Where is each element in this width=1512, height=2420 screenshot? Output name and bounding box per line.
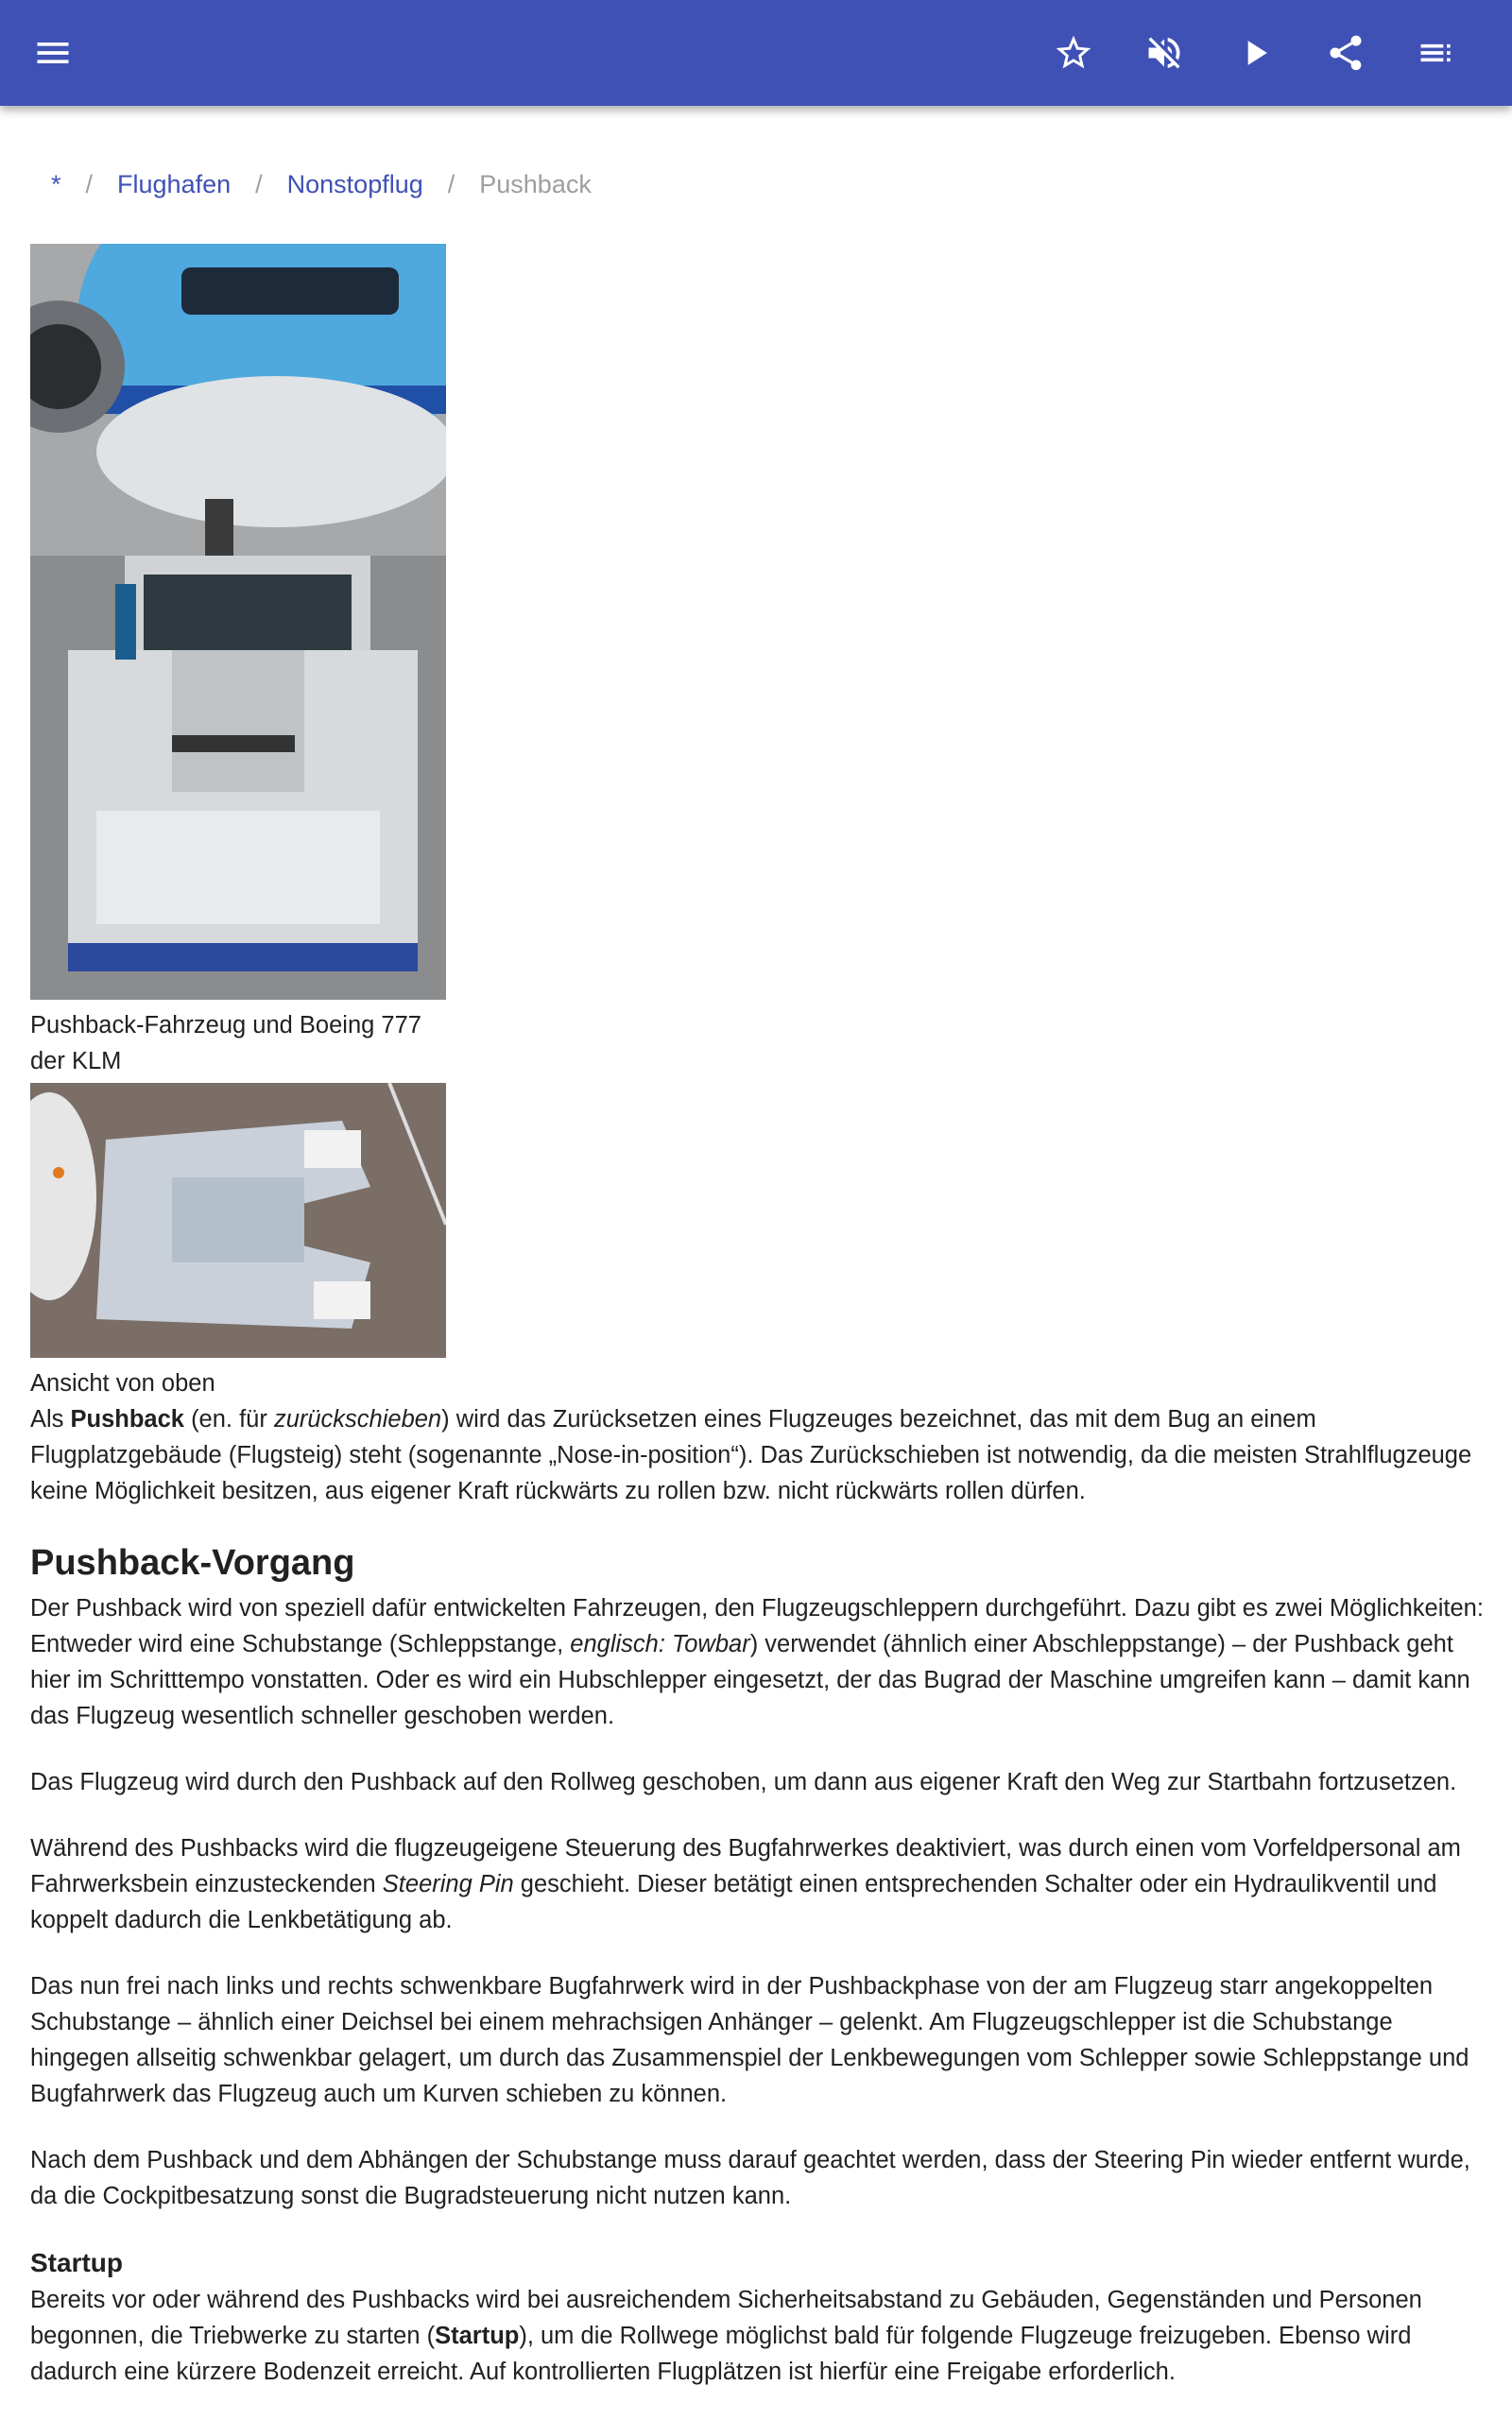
paragraph: Das nun frei nach links und rechts schwenkbare Bugfahrwerk wird in der Pushbackphase von der am Flugzeug starr angekoppelten Schubstange – ähnlich einer Deichsel bei einem mehrachsigen Anhänger – gelenkt. Am Flugzeugschlepper ist die Schubstange hingegen allseitig schwenkbar gelagert, um durch das Zusammenspiel der Lenkbewegungen vom Schlepper sowie Schleppstange und Bugfahrwerk das Flugzeug auch um Kurven schieben zu können. (30, 1973, 1469, 2107)
intro-paragraph: Als Pushback (en. für zurückschieben) wird das Zurücksetzen eines Flugzeuges bezeichnet, das mit dem Bug an einem Flugplatzgebäude (Flugsteig) steht (sogenannte „Nose-in-position“). Das Zurückschieben ist notwendig, da die meisten Strahlflugzeuge keine Möglichkeit besitzen, aus eigener Kraft rückwärts zu rollen bzw. nicht rückwärts rollen dürfen. (30, 1406, 1472, 1504)
menu-icon[interactable] (30, 30, 76, 76)
volume-off-icon[interactable] (1142, 30, 1187, 76)
pushback-vehicle-photo[interactable] (30, 244, 446, 1000)
paragraph: Nach dem Pushback und dem Abhängen der Schubstange muss darauf geachtet werden, dass der Steering Pin wieder entfernt wurde, da die Cockpitbesatzung sonst die Bugradsteuerung nicht nutzen kann. (30, 2147, 1470, 2209)
breadcrumb-separator: / (85, 170, 94, 198)
breadcrumb-nonstopflug[interactable]: Nonstopflug (286, 170, 423, 198)
figure-pushback-vehicle (30, 244, 446, 1401)
play-icon[interactable] (1232, 30, 1278, 76)
star-icon[interactable] (1051, 30, 1096, 76)
article (30, 244, 1486, 2420)
app-toolbar (0, 0, 1512, 106)
breadcrumb-current: Pushback (479, 170, 592, 198)
share-icon[interactable] (1323, 30, 1368, 76)
figure-caption: Pushback-Fahrzeug und Boeing 777 der KLM (30, 1012, 421, 1074)
breadcrumb (51, 170, 592, 199)
paragraph: Während des Pushbacks wird die flugzeugeigene Steuerung des Bugfahrwerkes deaktiviert, was durch einen vom Vorfeldpersonal am Fahrwerksbein einzusteckenden Steering Pin geschieht. Dieser betätigt einen entsprechenden Schalter oder ein Hydraulikventil und koppelt dadurch die Lenkbetätigung ab. (30, 1835, 1461, 1933)
paragraph: Das Flugzeug wird durch den Pushback auf den Rollweg geschoben, um dann aus eigener Kraft den Weg zur Startbahn fortzusetzen. (30, 1769, 1457, 1795)
playlist-icon[interactable] (1414, 30, 1459, 76)
section-heading-startup: Startup (30, 2248, 123, 2277)
figure-caption: Ansicht von oben (30, 1370, 215, 1397)
breadcrumb-home[interactable]: * (51, 170, 61, 198)
pushback-top-view-photo[interactable] (30, 1083, 446, 1358)
breadcrumb-flughafen[interactable]: Flughafen (117, 170, 232, 198)
paragraph: Der Pushback wird von speziell dafür entwickelten Fahrzeugen, den Flugzeugschleppern durchgeführt. Dazu gibt es zwei Möglichkeiten: Entweder wird eine Schubstange (Schleppstange, englisch: Towbar) verwendet (ähnlich einer Abschleppstange) – der Pushback geht hier im Schritttempo vonstatten. Oder es wird ein Hubschlepper eingesetzt, der das Bugrad der Maschine umgreifen kann – damit kann das Flugzeug wesentlich schneller geschoben werden. (30, 1595, 1484, 1729)
section-heading-pushback-vorgang: Pushback-Vorgang (30, 1543, 355, 1583)
breadcrumb-separator: / (447, 170, 455, 198)
paragraph: Bereits vor oder während des Pushbacks wird bei ausreichendem Sicherheitsabstand zu Gebäuden, Gegenständen und Personen begonnen, die Triebwerke zu starten (Startup), um die Rollwege möglichst bald für folgende Flugzeuge freizugeben. Ebenso wird dadurch eine kürzere Bodenzeit erreicht. Auf kontrollierten Flugplätzen ist hierfür eine Freigabe erforderlich. (30, 2287, 1422, 2385)
breadcrumb-separator: / (255, 170, 263, 198)
